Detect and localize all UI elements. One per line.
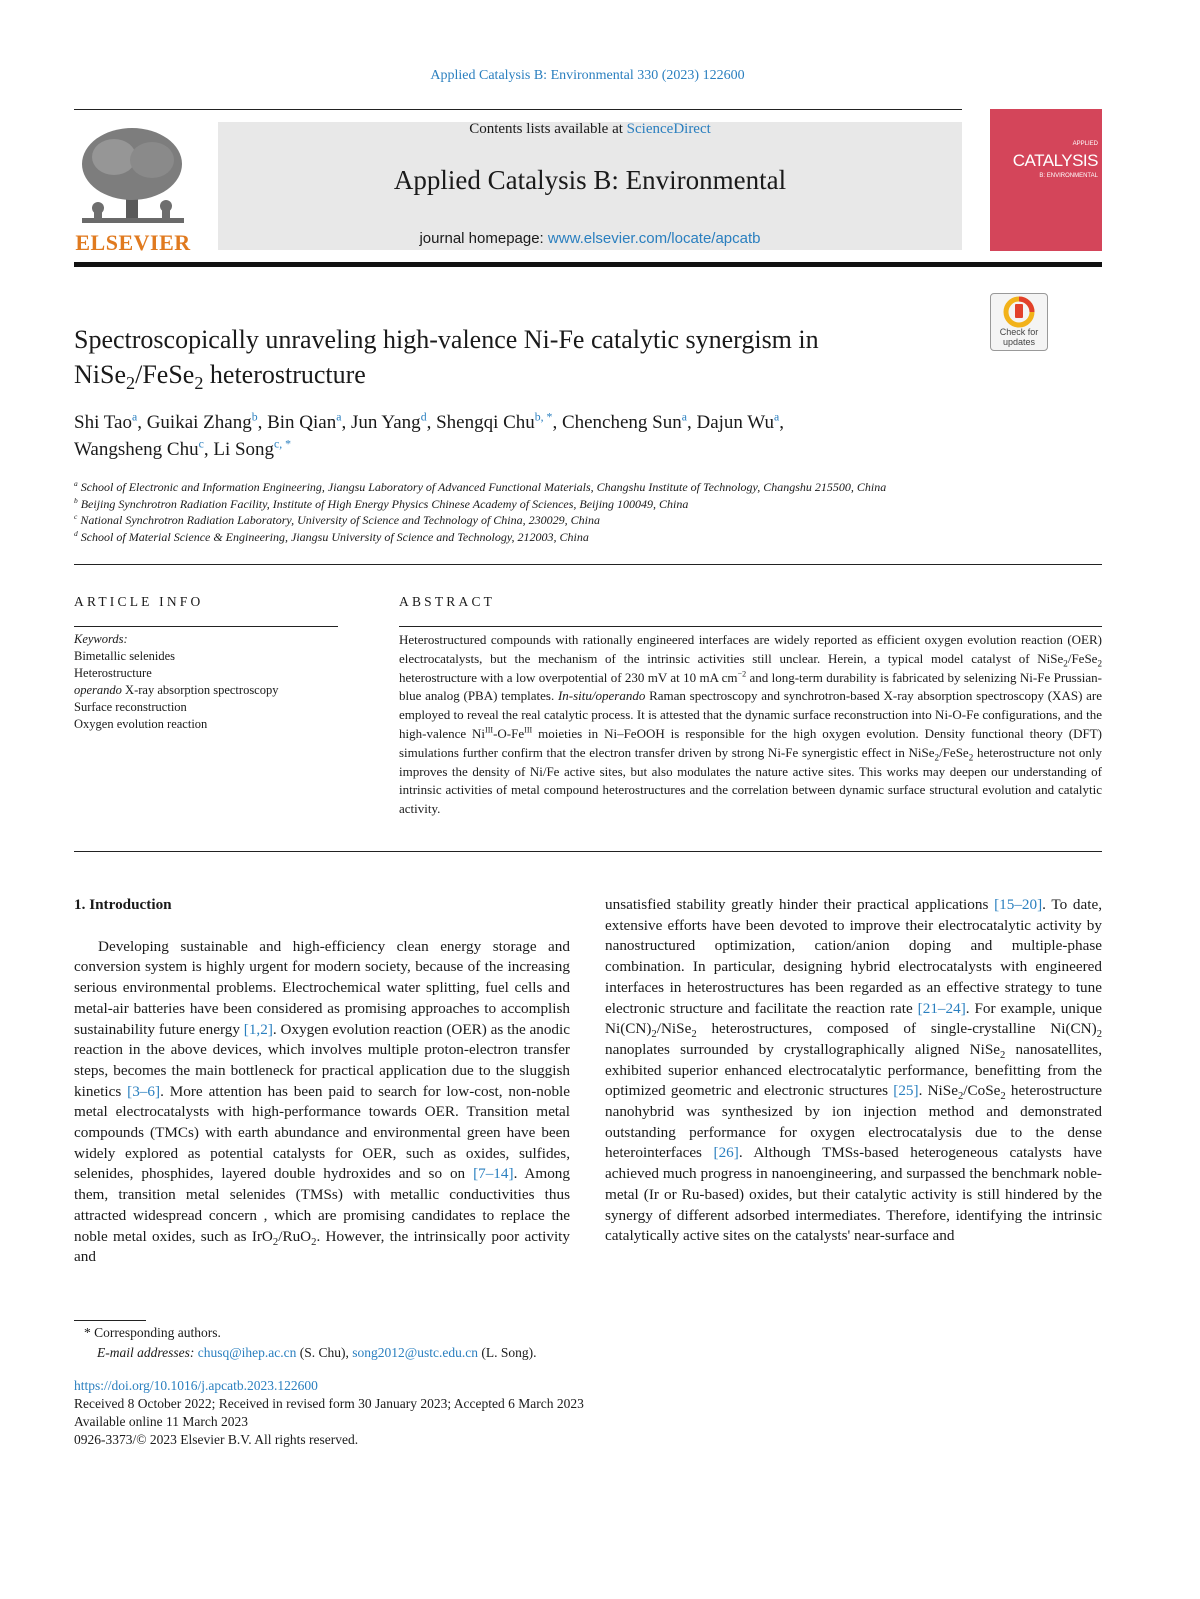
article-title — [74, 322, 954, 392]
cover-title: CATALYSIS — [1012, 151, 1098, 170]
title-sub: 2 — [126, 373, 136, 394]
author-list: Shi Tao$^a$, Guikai Zhang$^b$, Bin Qian$^a$, Jun Yang$^d$, Shengqi Chu$^{b, *}$, Chencheng Sun$^a$, Dajun Wu$^a$, Wangsheng Chu$^c$, Li Song$^{c, *}$ — [74, 410, 784, 460]
title-sub: 2 — [194, 373, 204, 394]
article-info-heading: ARTICLE INFO — [74, 594, 204, 609]
author-name[interactable]: Guikai Zhang — [146, 412, 252, 433]
crossmark-icon — [991, 294, 1047, 328]
keyword-text: X-ray absorption spectroscopy — [125, 683, 279, 697]
affiliation-key: d — [74, 528, 78, 538]
footnote-rule — [74, 1320, 146, 1321]
keyword-item[interactable]: Heterostructure — [74, 666, 152, 680]
affiliation-text: School of Electronic and Information Engineering, Jiangsu Laboratory of Advanced Functional Materials, Changshu Institute of Technology, Changshu 215500, China — [80, 480, 887, 494]
affiliation-item — [74, 512, 1104, 529]
copyright: 0926-3373/© 2023 Elsevier B.V. All rights reserved. — [74, 1432, 359, 1447]
keyword-item[interactable]: Surface reconstruction — [74, 700, 187, 714]
title-line-1: Spectroscopically unraveling high-valence Ni-Fe catalytic synergism in — [74, 325, 819, 354]
citation-link[interactable]: [26] — [713, 1144, 739, 1162]
affiliation-key: b — [74, 495, 78, 505]
masthead-rule — [74, 262, 1102, 267]
contents-line — [218, 121, 962, 138]
affiliation-text: National Synchrotron Radiation Laboratory, University of Science and Technology of China, 230029, China — [80, 513, 600, 528]
author-name[interactable]: Jun Yang — [350, 412, 421, 433]
affiliation-item — [74, 529, 1104, 546]
abstract-heading: ABSTRACT — [399, 594, 496, 609]
author-affiliation-mark[interactable]: c — [198, 437, 204, 451]
intro-left-column — [74, 895, 570, 1268]
received-dates: Received 8 October 2022; Received in revised form 30 January 2023; Accepted 6 March 2023 — [74, 1396, 584, 1411]
check-for-updates-label: Check for updates — [999, 327, 1039, 347]
online-date: Available online 11 March 2023 — [74, 1414, 248, 1429]
affiliation-text: Beijing Synchrotron Radiation Facility, Institute of High Energy Physics Chinese Academy of Sciences, Beijing 100049, China — [80, 496, 689, 511]
author-affiliation-mark[interactable]: c, * — [274, 437, 292, 451]
abstract-rule — [399, 626, 1102, 627]
affiliation-key: c — [74, 512, 78, 522]
keyword-operando: operando — [74, 683, 122, 697]
doi-link[interactable]: https://doi.org/10.1016/j.apcatb.2023.122600 — [74, 1378, 318, 1393]
corresponding-note: * Corresponding authors. — [84, 1325, 221, 1340]
author-name[interactable]: Dajun Wu — [696, 412, 774, 433]
citation-link[interactable]: [21–24] — [917, 999, 966, 1017]
sciencedirect-link[interactable]: ScienceDirect — [626, 121, 711, 137]
journal-homepage-line — [218, 230, 962, 247]
citation-link[interactable]: [3–6] — [127, 1082, 161, 1100]
title-fese: /FeSe — [135, 360, 195, 389]
journal-cover-thumbnail[interactable] — [990, 109, 1102, 251]
section-heading-introduction: 1. Introduction — [74, 896, 172, 913]
email-label: E-mail addresses: — [97, 1344, 195, 1360]
author-affiliation-mark[interactable]: a — [681, 410, 687, 424]
keyword-item[interactable]: Bimetallic selenides — [74, 649, 176, 663]
cover-subtitle: B: ENVIRONMENTAL — [1039, 173, 1098, 179]
abstract-end-rule — [74, 851, 1102, 852]
author-affiliation-mark[interactable]: a — [131, 410, 138, 424]
author-affiliation-mark[interactable]: a — [773, 410, 780, 424]
email-link[interactable]: chusq@ihep.ac.cn — [197, 1344, 297, 1360]
affiliation-text: School of Material Science & Engineering, Jiangsu University of Science and Technology, 212003, China — [80, 529, 589, 544]
keywords-block — [74, 631, 338, 733]
author-name[interactable]: Chencheng Sun — [561, 412, 682, 433]
keyword-item[interactable] — [74, 682, 338, 699]
publisher-logo-text: ELSEVIER — [75, 230, 191, 255]
citation-link[interactable]: [7–14] — [473, 1165, 514, 1183]
affiliation-key: a — [74, 479, 78, 488]
author-name[interactable]: Shi Tao — [74, 412, 132, 433]
citation-link[interactable]: [1,2] — [243, 1020, 273, 1038]
article-info-rule — [74, 626, 338, 627]
author-name[interactable]: Bin Qian — [267, 412, 337, 433]
title-heterostructure: heterostructure — [203, 360, 366, 389]
cover-kicker: APPLIED — [1072, 141, 1098, 147]
email-line: E-mail addresses: chusq@ihep.ac.cn (S. Chu), song2012@ustc.edu.cn (L. Song). — [97, 1344, 537, 1360]
title-nise: NiSe — [74, 360, 126, 389]
intro-paragraph: Developing sustainable and high-efficiency clean energy storage and conversion system is highly urgent for modern society, because of the increasing serious environmental problems. Electrochemical water splitting, fuel cells and metal-air batteries have been considered as promising approaches to accomplish sustainability future energy [1,2]. Oxygen evolution reaction (OER) as the anodic reaction in the above devices, which involves multiple proton-electron transfer steps, becomes the main bottleneck for practical application due to the sluggish kinetics [3–6]. More attention has been paid to search for low-cost, non-noble metal electrocatalysts with high-performance towards OER. Transition metal compounds (TMCs) with earth abundance and environmental green have been widely explored as potential catalysts for OER, such as oxides, sulfides, selenides, phosphides, layered double hydroxides and so on [7–14]. Among them, transition metal selenides (TMSs) with metallic conductivities thus attracted widespread concern , which are promising candidates to replace the noble metal oxides, such as IrO$_2$/RuO$_2$. However, the intrinsically poor activity and — [74, 937, 570, 1266]
journal-reference[interactable]: Applied Catalysis B: Environmental 330 (2023) 122600 — [430, 68, 745, 83]
homepage-prefix: journal homepage: — [419, 230, 548, 247]
author-affiliation-mark[interactable]: b, * — [534, 410, 553, 424]
journal-homepage-link[interactable]: www.elsevier.com/locate/apcatb — [547, 230, 761, 247]
intro-right-column: unsatisfied stability greatly hinder their practical applications [15–20]. To date, extensive efforts have been devoted to improve their electrocatalytic activity by nanostructured optimization, cation/anion doping and multiple-phase combination. In particular, designing hybrid electrocatalysts with engineered interfaces in heterostructures has been regarded as an effective strategy to tune electronic structure and facilitate the reaction rate [21–24]. For example, unique $Ni(CN)_2/NiSe_2$ heterostructures, composed of single-crystalline $Ni(CN)_2$ nanoplates surrounded by crystallographically aligned NiSe$_2$ nanosatellites, exhibited superior enhanced electrocatalytic performance, benefitting from the optimized geometric and electronic structures [25]. NiSe$_2$/CoSe$_2$ heterostructure nanohybrid was synthesized by ion injection method and demonstrated outstanding performance for oxygen electrocatalysis due to the dense heterointerfaces [26]. Although TMSs-based heterogeneous catalysts have achieved much progress in nanoengineering, and surpassed the benchmark noble-metal (Ir or Ru-based) oxides, but their catalytic activity is still hindered by the synergy of different adsorbed intermediates. Therefore, identifying the intrinsic catalytically active sites on the catalysts' near-surface and — [605, 896, 1103, 1245]
keywords-label: Keywords: — [74, 632, 128, 646]
affiliations — [74, 479, 1104, 545]
author-affiliation-mark[interactable]: a — [336, 410, 342, 424]
abstract-text: Heterostructured compounds with rationally engineered interfaces are widely reported as efficient oxygen evolution reaction (OER) electrocatalysts, but the mechanism of the intrinsic activities still unclear. Herein, a typical model catalyst of NiSe$_2$/FeSe$_2$ heterostructure with a low overpotential of 230 mV at 10 mA $cm^{-2}$ and long-term durability is fabricated by selenizing Ni-Fe Prussian-blue analog (PBA) templates. In-situ/operando Raman spectroscopy and synchrotron-based X-ray absorption spectroscopy (XAS) are employed to reveal the real catalytic process. It is attested that the dynamic surface reconstruction into Ni-O-Fe configurations, and the high-valence $Ni^{III}-O-Fe^{III}$ moieties in Ni–FeOOH is responsible for the high oxygen evolution. Density functional theory (DFT) simulations further confirm that the electron transfer driven by strong Ni-Fe synergistic effect in NiSe$_2$/FeSe$_2$ heterostructure not only improves the density of Ni/Fe active sites, but also modulates the nature active sites. This works may deepen our understanding of intrinsic activities of metal compound heterostructures and the correlation between dynamic surface structural evolution and catalytic activity. — [399, 632, 1102, 817]
affiliation-item — [74, 479, 1104, 496]
publication-info — [74, 1377, 874, 1449]
author-affiliation-mark[interactable]: b — [251, 410, 258, 424]
footnotes — [74, 1323, 874, 1362]
email-link[interactable]: song2012@ustc.edu.cn — [352, 1344, 478, 1360]
affiliation-item — [74, 496, 1104, 513]
section-rule — [74, 564, 1102, 565]
contents-prefix: Contents lists available at — [469, 121, 627, 137]
author-name[interactable]: Shengqi Chu — [436, 412, 535, 433]
author-name[interactable]: Wangsheng Chu — [74, 439, 199, 460]
journal-title: Applied Catalysis B: Environmental — [393, 165, 787, 195]
keyword-item[interactable]: Oxygen evolution reaction — [74, 717, 208, 731]
header-rule — [74, 109, 962, 110]
author-name[interactable]: Li Song — [213, 439, 275, 460]
citation-link[interactable]: [25] — [893, 1082, 919, 1100]
author-affiliation-mark[interactable]: d — [420, 410, 427, 424]
citation-link[interactable]: [15–20] — [994, 896, 1043, 913]
